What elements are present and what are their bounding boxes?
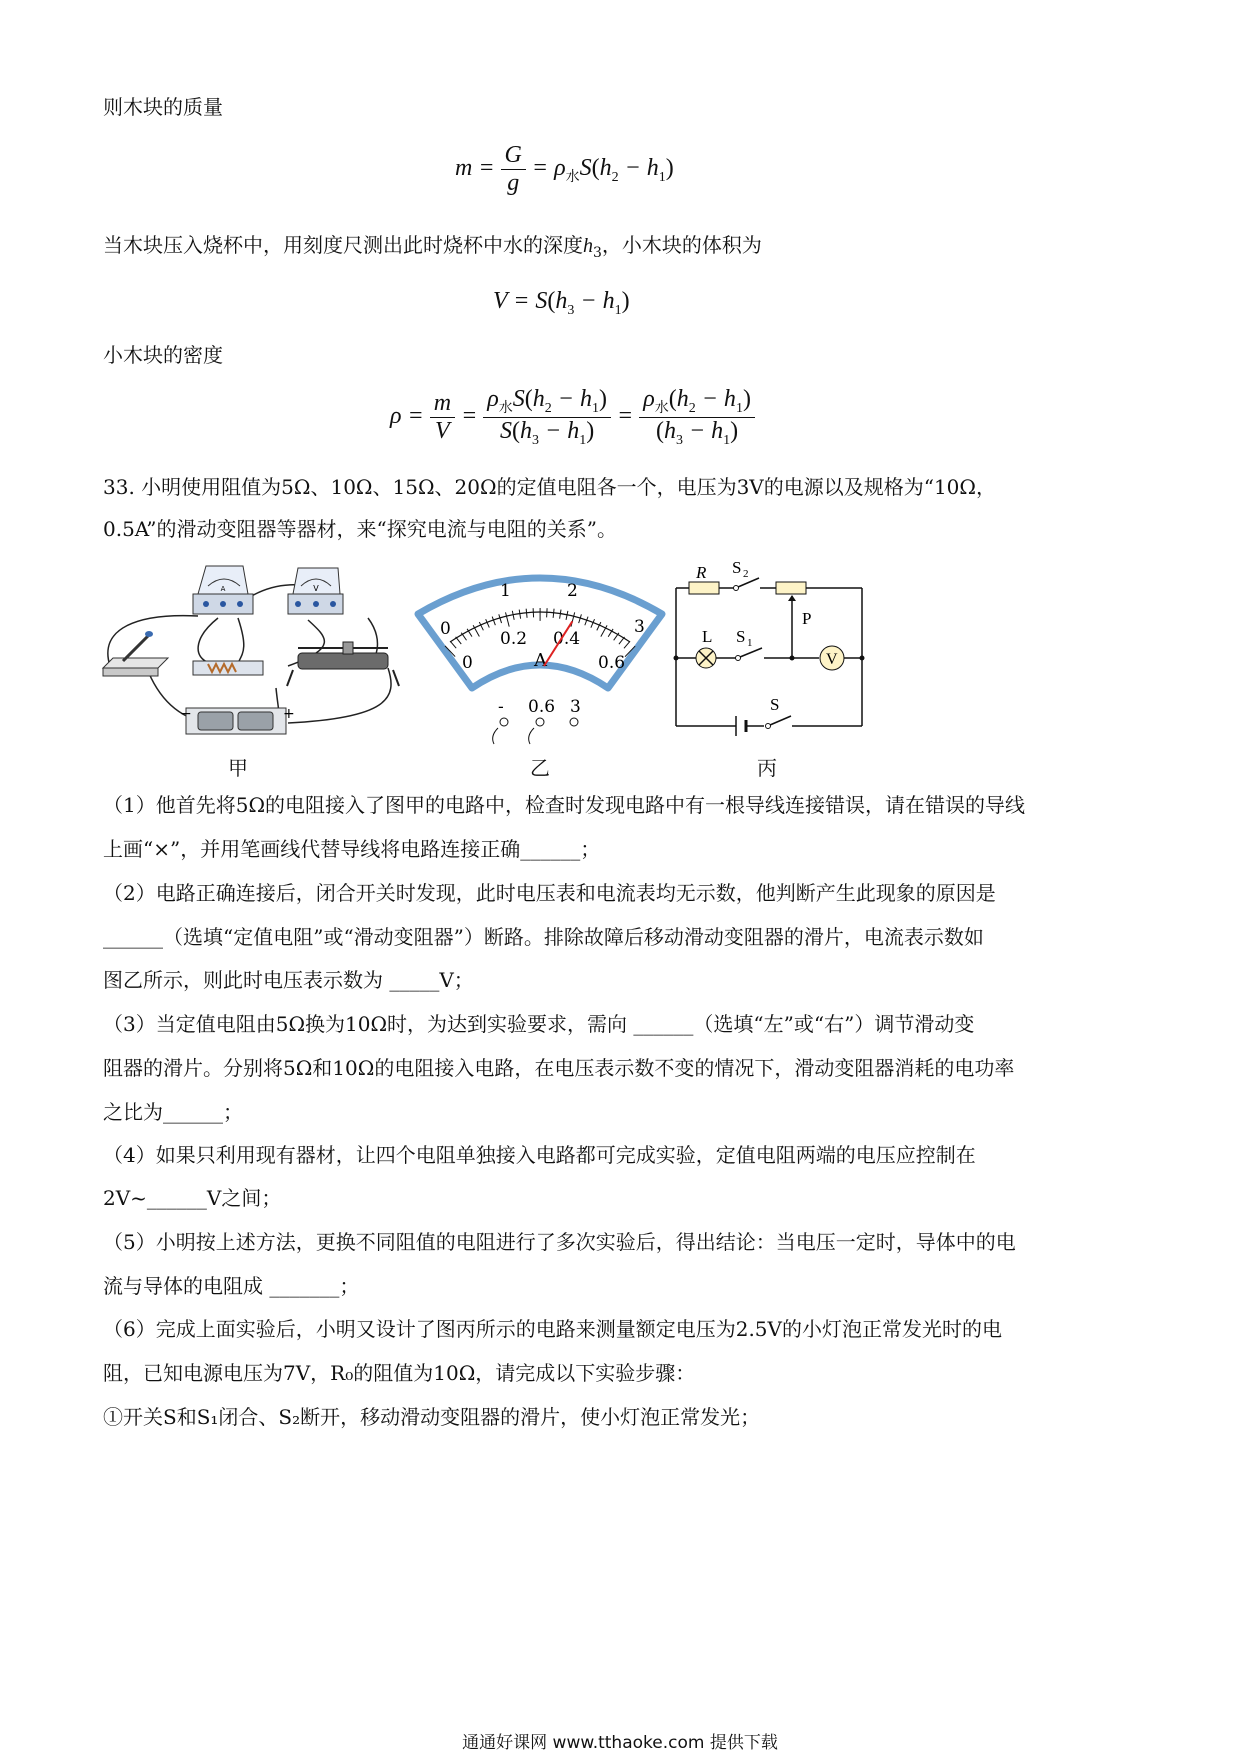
mass-heading: 则木块的质量 [103, 95, 223, 119]
caption-jia: 甲 [228, 756, 248, 780]
voltmeter-label: V [313, 584, 319, 593]
part-4-line1: （4）如果只利用现有器材，让四个电阻单独接入电路都可完成实验，定值电阻两端的电压应控制在 [103, 1143, 976, 1167]
part-6-line1: （6）完成上面实验后，小明又设计了图丙所示的电路来测量额定电压为2.5V的小灯泡正常发光时的电 [103, 1317, 1002, 1341]
lower-scale-label: 0.6 [598, 653, 626, 673]
battery-icon [180, 706, 295, 734]
svg-text:−: − [180, 706, 192, 722]
ammeter-unit: A [534, 650, 547, 671]
density-heading: 小木块的密度 [103, 343, 223, 367]
label-s1: S [736, 627, 746, 646]
question-33-line2: 0.5A”的滑动变阻器等器材，来“探究电流与电阻的关系”。 [103, 517, 617, 541]
fixed-resistor-icon [193, 661, 263, 675]
label-p: P [802, 609, 812, 628]
part-1-line2: 上画“×”，并用笔画线代替导线将电路连接正确______； [103, 837, 601, 861]
resistor-r-icon [689, 582, 719, 594]
switch-s2-icon [734, 586, 739, 591]
voltmeter-physical [288, 568, 343, 614]
terminal-label: 0.6 [528, 697, 556, 717]
volume-equation: $V = S(h_3 - h_1)$ [493, 288, 630, 318]
part-5-line2: 流与导体的电阻成 _______； [103, 1274, 360, 1298]
ammeter-label: A [220, 585, 226, 593]
question-33-line1: 33. 小明使用阻值为5Ω、10Ω、15Ω、20Ω的定值电阻各一个，电压为3V的电源以及规格为“10Ω， [103, 475, 996, 499]
figure-yi-ammeter-dial [412, 562, 668, 746]
caption-bing: 丙 [757, 756, 777, 780]
part-2-line1: （2）电路正确连接后，闭合开关时发现，此时电压表和电流表均无示数，他判断产生此现象的原因是 [103, 881, 996, 905]
mass-equation: m = $\frac{G}{g}$ = $\rho_水S(h_2 - h_1)$ [455, 142, 674, 196]
label-s1-sub: 1 [747, 637, 753, 649]
caption-yi: 乙 [530, 756, 550, 780]
page-footer: 通通好课网 www.tthaoke.com 提供下载 [462, 1733, 778, 1753]
upper-scale-label: 2 [567, 581, 578, 601]
upper-scale-label: 3 [634, 617, 645, 637]
part-3-line3: 之比为______； [103, 1100, 243, 1124]
switch-s1-icon [736, 656, 741, 661]
density-equation: ρ = $\frac{m}{V}$ = $\frac{\rho_水S(h_2 - h_1)}{S(h_3 - h_1)}$ = $\frac{\rho_水(h_2 - h_1)}{(h_3 - h_1)}$ [390, 386, 755, 449]
rheostat-icon [287, 642, 399, 686]
part-6-line2: 阻，已知电源电压为7V，R₀的阻值为10Ω，请完成以下实验步骤： [103, 1361, 696, 1385]
label-s: S [770, 695, 780, 714]
lower-scale-label: 0.2 [500, 629, 528, 649]
part-3-line2: 阻器的滑片。分别将5Ω和10Ω的电阻接入电路，在电压表示数不变的情况下，滑动变阻器消耗的电功率 [103, 1056, 1015, 1080]
part-5-line1: （5）小明按上述方法，更换不同阻值的电阻进行了多次实验后，得出结论：当电压一定时，导体中的电 [103, 1230, 1016, 1254]
rheostat-p-icon [776, 582, 806, 594]
part-6-step1: ①开关S和S₁闭合、S₂断开，移动滑动变阻器的滑片，使小灯泡正常发光； [103, 1405, 761, 1429]
label-l: L [702, 627, 713, 646]
ammeter-physical [193, 566, 253, 614]
label-s2-sub: 2 [743, 568, 749, 580]
switch-s-icon [766, 724, 771, 729]
svg-text:+: + [283, 706, 295, 722]
figure-bing-circuit-diagram [664, 558, 874, 736]
terminal-label: - [498, 697, 504, 717]
upper-scale-label: 0 [440, 619, 451, 639]
part-1-line1: （1）他首先将5Ω的电阻接入了图甲的电路中，检查时发现电路中有一根导线连接错误，请在错误的导线 [103, 793, 1026, 817]
part-2-line2: ______（选填“定值电阻”或“滑动变阻器”）断路。排除故障后移动滑动变阻器的滑片，电流表示数如 [103, 925, 984, 949]
label-r: R [696, 563, 707, 582]
lower-scale-label: 0.4 [553, 629, 581, 649]
part-2-line3: 图乙所示，则此时电压表示数为 _____V； [103, 968, 474, 992]
upper-scale-label: 1 [500, 581, 511, 601]
terminal-label: 3 [570, 697, 581, 717]
label-v: V [826, 651, 838, 668]
part-4-line2: 2V~______V之间； [103, 1186, 282, 1210]
figure-jia-physical-circuit [98, 558, 408, 746]
part-3-line1: （3）当定值电阻由5Ω换为10Ω时，为达到实验要求，需向 ______（选填“左”或“右”）调节滑动变 [103, 1012, 975, 1036]
label-s2: S [732, 558, 742, 577]
lower-scale-label: 0 [462, 653, 473, 673]
volume-text: 当木块压入烧杯中，用刻度尺测出此时烧杯中水的深度$h_3$，小木块的体积为 [103, 233, 762, 261]
